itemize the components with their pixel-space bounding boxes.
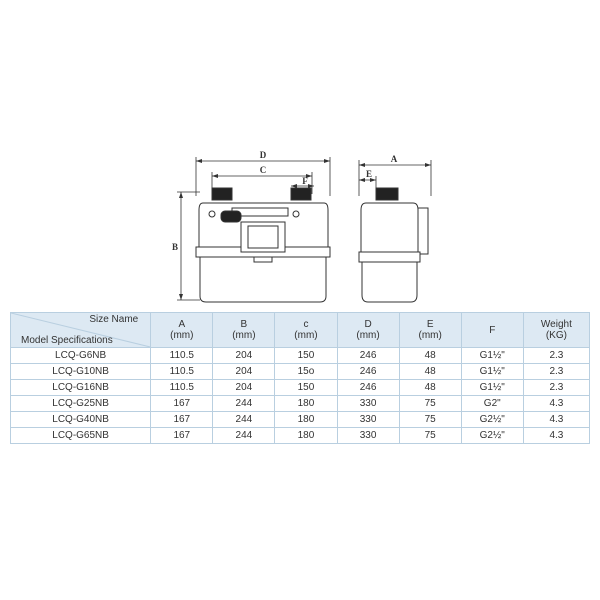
cell-e: 75 <box>399 428 461 444</box>
cell-c: 180 <box>275 396 337 412</box>
dim-label-a: A <box>390 154 398 164</box>
cell-w: 4.3 <box>523 428 589 444</box>
cell-e: 75 <box>399 412 461 428</box>
cell-w: 2.3 <box>523 348 589 364</box>
cell-model: LCQ-G6NB <box>11 348 151 364</box>
cell-d: 246 <box>337 348 399 364</box>
cell-b: 204 <box>213 348 275 364</box>
column-header <box>461 313 523 348</box>
column-header-name: B <box>240 319 248 330</box>
column-header-name: F <box>489 324 496 336</box>
cell-c: 150 <box>275 348 337 364</box>
table-row <box>11 364 590 380</box>
cell-f: G1½" <box>461 380 523 396</box>
column-header-unit: (KG) <box>545 330 567 341</box>
cell-w: 2.3 <box>523 380 589 396</box>
table-row <box>11 396 590 412</box>
cell-f: G1½" <box>461 364 523 380</box>
cell-a: 110.5 <box>151 380 213 396</box>
cell-model: LCQ-G25NB <box>11 396 151 412</box>
cell-d: 330 <box>337 396 399 412</box>
cell-w: 4.3 <box>523 396 589 412</box>
dim-label-d: D <box>259 150 267 160</box>
cell-a: 167 <box>151 412 213 428</box>
cell-w: 2.3 <box>523 364 589 380</box>
column-header <box>523 313 589 348</box>
column-header-name: c <box>303 319 309 330</box>
column-header <box>151 313 213 348</box>
spec-table <box>10 312 590 444</box>
cell-c: 180 <box>275 428 337 444</box>
table-row <box>11 412 590 428</box>
cell-c: 15o <box>275 364 337 380</box>
side-view <box>359 188 428 302</box>
dim-label-b: B <box>171 242 179 252</box>
cell-d: 246 <box>337 380 399 396</box>
cell-e: 48 <box>399 348 461 364</box>
table-corner-header <box>11 313 151 348</box>
cell-e: 48 <box>399 380 461 396</box>
cell-d: 246 <box>337 364 399 380</box>
cell-b: 244 <box>213 396 275 412</box>
column-header <box>213 313 275 348</box>
cell-f: G2" <box>461 396 523 412</box>
column-header <box>337 313 399 348</box>
cell-model: LCQ-G16NB <box>11 380 151 396</box>
column-header-unit: (mm) <box>232 330 256 341</box>
column-header-unit: (mm) <box>294 330 318 341</box>
column-header-name: D <box>364 319 372 330</box>
cell-b: 244 <box>213 428 275 444</box>
cell-model: LCQ-G10NB <box>11 364 151 380</box>
cell-a: 110.5 <box>151 348 213 364</box>
column-header-unit: (mm) <box>170 330 194 341</box>
cell-f: G1½" <box>461 348 523 364</box>
cell-c: 150 <box>275 380 337 396</box>
corner-model-label: Model Specifications <box>21 335 113 346</box>
cell-w: 4.3 <box>523 412 589 428</box>
cell-d: 330 <box>337 428 399 444</box>
cell-a: 110.5 <box>151 364 213 380</box>
corner-size-label: Size Name <box>89 314 139 325</box>
table-row <box>11 380 590 396</box>
column-header-name: E <box>426 319 434 330</box>
cell-c: 180 <box>275 412 337 428</box>
column-header-unit: (mm) <box>418 330 442 341</box>
table-row <box>11 428 590 444</box>
dim-label-c: C <box>259 165 267 175</box>
dim-label-e: E <box>365 169 373 179</box>
cell-f: G2½" <box>461 428 523 444</box>
front-view <box>196 188 330 302</box>
cell-a: 167 <box>151 396 213 412</box>
column-header-unit: (mm) <box>356 330 380 341</box>
cell-f: G2½" <box>461 412 523 428</box>
table-row <box>11 348 590 364</box>
column-header <box>399 313 461 348</box>
column-header-name: Weight <box>540 319 572 330</box>
cell-b: 204 <box>213 364 275 380</box>
cell-e: 48 <box>399 364 461 380</box>
cell-a: 167 <box>151 428 213 444</box>
cell-d: 330 <box>337 412 399 428</box>
table-header-row <box>11 313 590 348</box>
cell-b: 204 <box>213 380 275 396</box>
cell-model: LCQ-G65NB <box>11 428 151 444</box>
cell-model: LCQ-G40NB <box>11 412 151 428</box>
column-header-name: A <box>178 319 186 330</box>
cell-e: 75 <box>399 396 461 412</box>
cell-b: 244 <box>213 412 275 428</box>
dim-label-f: F <box>302 176 308 186</box>
column-header <box>275 313 337 348</box>
